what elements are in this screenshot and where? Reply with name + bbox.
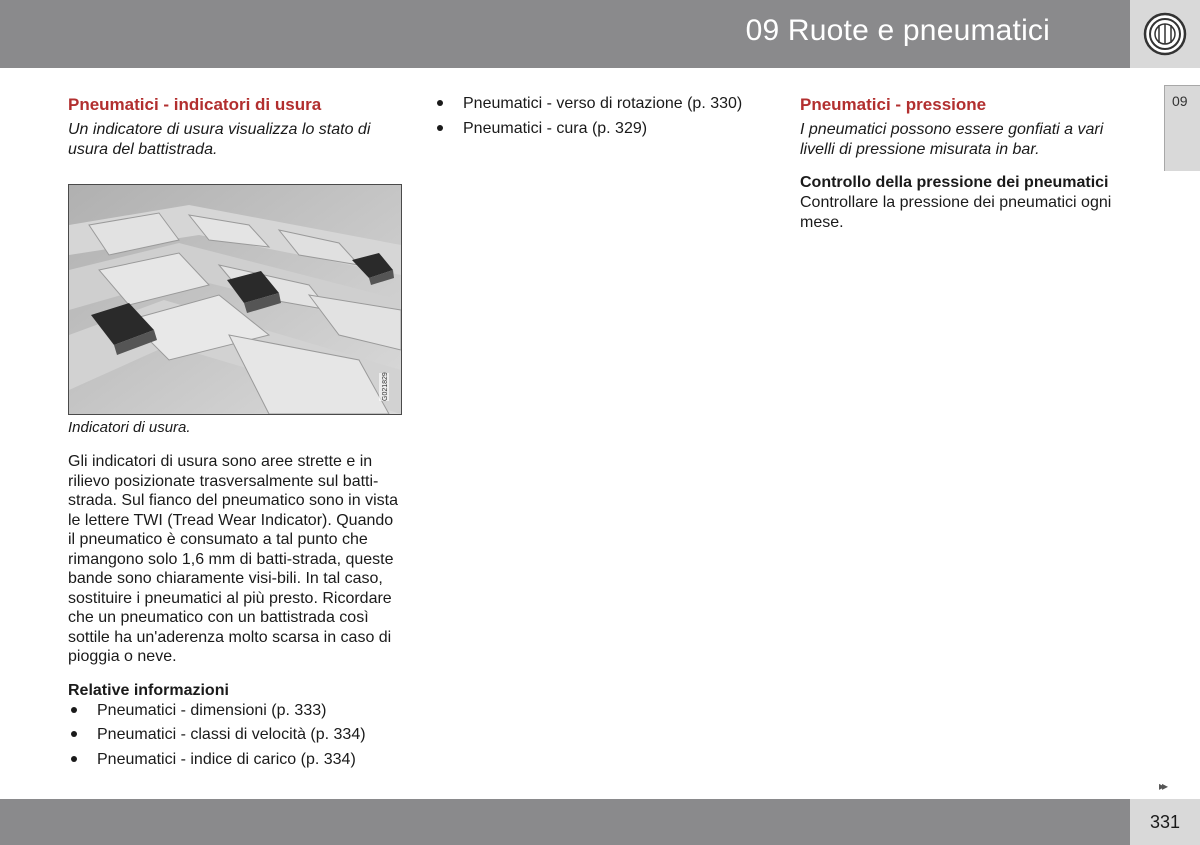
related-link-care[interactable]: Pneumatici - cura (p. 329) bbox=[434, 119, 764, 139]
footer-bar bbox=[0, 799, 1130, 845]
related-link-load-index[interactable]: Pneumatici - indice di carico (p. 334) bbox=[68, 750, 402, 770]
column-1 bbox=[68, 94, 402, 774]
header-icon-box bbox=[1130, 0, 1200, 68]
wear-indicator-body: Gli indicatori di usura sono aree strette e in rilievo posizionate trasversalmente sul batti-strada. Sul fianco del pneumatico sono in vista le lettere TWI (Tread Wear Indicator). Quando il pneumatico è consumato a tal punto che rimangono solo 1,6 mm di batti-strada, queste bande sono chiaramente visi-bili. In tal caso, sostituire i pneumatici al più presto. Ricordare che un pneumatico con un battistrada così sottile ha un'aderenza molto scarsa in caso di pioggia o neve. bbox=[68, 453, 398, 665]
related-info-heading: Relative informazioni bbox=[68, 681, 229, 699]
page-number: 331 bbox=[1150, 812, 1181, 832]
related-info-list-continued bbox=[434, 94, 764, 138]
related-info-list bbox=[68, 701, 402, 770]
column-3 bbox=[800, 94, 1130, 232]
chapter-tab bbox=[1164, 85, 1200, 171]
figure-caption: Indicatori di usura. bbox=[68, 419, 191, 436]
chapter-tab-label: 09 bbox=[1172, 93, 1188, 109]
pressure-check-heading: Controllo della pressione dei pneumatici bbox=[800, 174, 1109, 191]
section-heading-pressure: Pneumatici - pressione bbox=[800, 95, 987, 114]
header-bar bbox=[0, 0, 1130, 68]
pressure-check-body: Controllare la pressione dei pneumatici ogni mese. bbox=[800, 194, 1112, 231]
pressure-check-subsection bbox=[800, 173, 1130, 232]
related-link-rotation[interactable]: Pneumatici - verso di rotazione (p. 330) bbox=[434, 94, 764, 114]
column-2 bbox=[434, 94, 764, 143]
tire-icon bbox=[1143, 12, 1187, 56]
section-lead: Un indicatore di usura visualizza lo stato di usura del battistrada. bbox=[68, 121, 371, 158]
related-link-speed-classes[interactable]: Pneumatici - classi di velocità (p. 334) bbox=[68, 725, 402, 745]
pressure-lead: I pneumatici possono essere gonfiati a vari livelli di pressione misurata in bar. bbox=[800, 121, 1104, 158]
chapter-title: 09 Ruote e pneumatici bbox=[745, 14, 1050, 47]
tread-wear-figure bbox=[68, 184, 402, 415]
tread-wear-illustration bbox=[69, 185, 401, 414]
figure-code: G021829 bbox=[382, 372, 389, 401]
continue-arrows-icon: ▸▸ bbox=[1159, 779, 1166, 793]
related-link-dimensions[interactable]: Pneumatici - dimensioni (p. 333) bbox=[68, 701, 402, 721]
related-info bbox=[68, 681, 402, 770]
section-heading-wear-indicators: Pneumatici - indicatori di usura bbox=[68, 95, 322, 114]
